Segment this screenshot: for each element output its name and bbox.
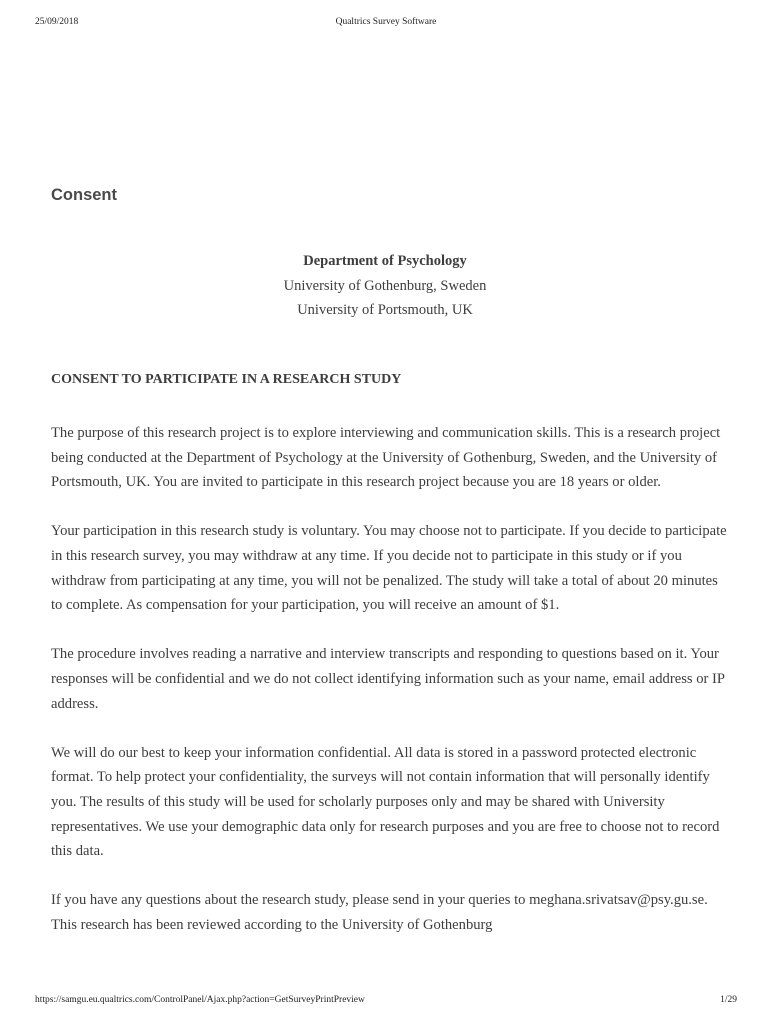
paragraph-purpose: The purpose of this research project is to explore interviewing and communication skills. This is a research project being conducted at the Department of Psychology at the University of Gothenburg, Sweden, and the University of Portsmouth, UK. You are invited to participate in this research project because you are 18 years or older. [51,425,721,491]
print-title: Qualtrics Survey Software [335,17,437,27]
university-line-2: University of Portsmouth, UK [297,302,473,318]
consent-heading: CONSENT TO PARTICIPATE IN A RESEARCH STUDY [51,372,402,387]
print-date: 25/09/2018 [35,17,79,27]
print-header [35,17,737,31]
university-line-1: University of Gothenburg, Sweden [283,277,487,294]
print-footer [35,995,737,1009]
paragraph-participation: Your participation in this research study is voluntary. You may choose not to participate. If you decide to participate in this research survey, you may withdraw at any time. If you decide not to participate in this study or if you withdraw from participating at any time, you will not be penalized. The study will take a total of about 20 minutes to complete. As compensation for your participation, you will receive an amount of $1. [51,523,727,614]
paragraph-procedure: The procedure involves reading a narrative and interview transcripts and responding to questions based on it. Your responses will be confidential and we do not collect identifying information such as your name, email address or IP address. [51,646,725,712]
page-number: 1/29 [720,995,737,1005]
print-url: https://samgu.eu.qualtrics.com/ControlPanel/Ajax.php?action=GetSurveyPrintPreview [35,995,365,1005]
department-block [0,249,770,323]
block-title: Consent [51,186,117,204]
department-name: Department of Psychology [303,253,467,269]
consent-body [51,421,731,962]
paragraph-contact: If you have any questions about the research study, please send in your queries to meghana.srivatsav@psy.gu.se. This research has been reviewed according to the University of Gothenburg [51,892,708,933]
paragraph-confidentiality: We will do our best to keep your information confidential. All data is stored in a password protected electronic format. To help protect your confidentiality, the surveys will not contain information that will personally identify you. The results of this study will be used for scholarly purposes only and may be shared with University representatives. We use your demographic data only for research purposes and you are free to choose not to record this data. [51,744,720,860]
